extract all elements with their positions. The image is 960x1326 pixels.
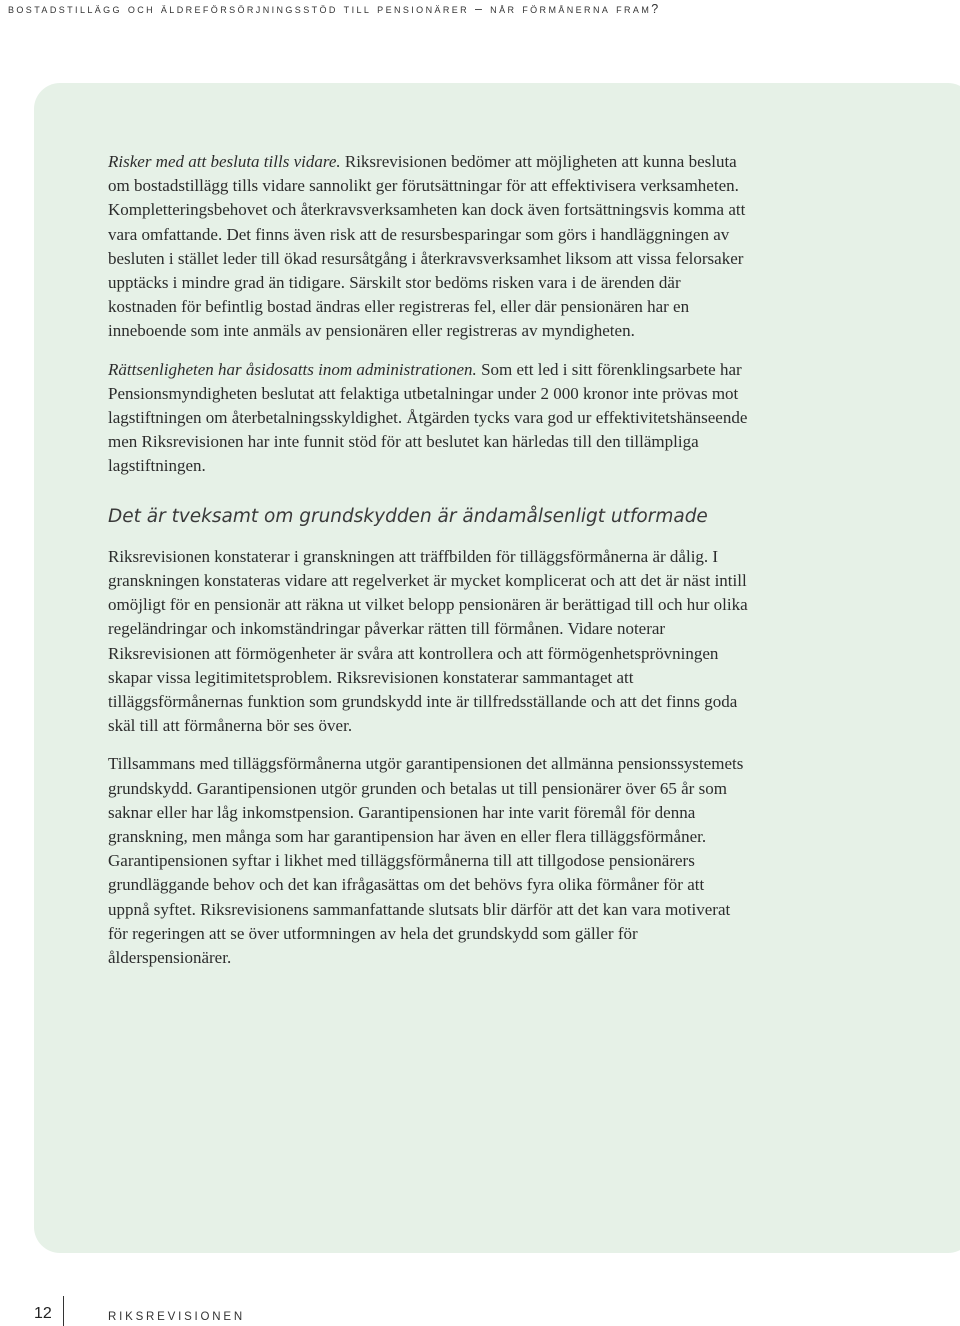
running-header: bostadstillägg och äldreförsörjningsstöd till pensionärer – når förmånerna fram? (8, 2, 661, 16)
page-content (108, 150, 748, 984)
paragraph-risks (108, 150, 748, 344)
paragraph-lead: Risker med att besluta tills vidare. (108, 152, 341, 171)
footer-divider (63, 1296, 64, 1326)
section-heading: Det är tveksamt om grundskydden är ändamålsenligt utformade (108, 505, 708, 527)
paragraph-text: Som ett led i sitt förenklingsarbete har Pensionsmyndigheten beslutat att felaktiga utbetalningar under 2 000 kronor inte prövas mot lagstiftningen om återbetalningsskyldighet. Åtgärden tycks vara god ur effektivitetshänseende men Riksrevisionen har inte funnit stöd för att beslutet kan härledas till den tillämpliga lagstiftningen. (108, 359, 748, 476)
page-number: 12 (34, 1305, 52, 1322)
paragraph-text: Riksrevisionen bedömer att möjligheten att kunna besluta om bostadstillägg tills vidare sannolikt ger förutsättningar för att effektivisera verksamheten. Kompletteringsbehovet och återkravsverksamheten kan dock även fortsättningsvis komma att vara omfattande. Det finns även risk att de resursbesparingar som görs i handläggningen av besluten i stället leder till ökad resursåtgång i återkravsverksamhet liksom att vissa felorsaker upptäcks i mindre grad än tidigare. Särskilt stor bedöms risken vara i de ärenden där kostnaden för befintlig bostad ändras eller registreras fel, eller där pensionären har en inneboende som inte anmäls av pensionären eller registreras av myndigheten. (108, 152, 746, 341)
footer-organization: RIKSREVISIONEN (108, 1311, 245, 1323)
paragraph-legality (108, 358, 748, 479)
paragraph-guarantee-pension: Tillsammans med tilläggsförmånerna utgör garantipensionen det allmänna pensionssystemets grundskydd. Garantipensionen utgör grunden och betalas ut till pensionärer över 65 år som saknar eller har låg inkomstpension. Garantipensionen har inte varit föremål för denna granskning, men många som har garantipension har även en eller flera tilläggsförmåner. Garantipensionen syftar i likhet med tilläggsförmånerna till att tillgodose pensionärers grundläggande behov och det kan ifrågasättas om det behövs fyra olika förmåner för att uppnå syftet. Riksrevisionens sammanfattande slutsats blir därför att det kan vara motiverat för regeringen att se över utformningen av hela det grundskydd som gäller för ålderspensionärer. (108, 754, 744, 968)
paragraph-hit-rate: Riksrevisionen konstaterar i granskningen att träffbilden för tilläggsförmånerna är dålig. I granskningen konstateras vidare att regelverket är mycket komplicerat och att det är näst intill omöjligt för en pensionär att räkna ut vilket belopp pensionären är berättigad till och hur olika regeländringar och inkomständringar påverkar rätten till förmånen. Vidare noterar Riksrevisionen att förmögenheter är svåra att kontrollera och att förmögenhetsprövningen skapar vissa legitimitetsproblem. Riksrevisionen konstaterar sammantaget att tilläggsförmånernas funktion som grundskydd inte är tillfredsställande och att det finns goda skäl till att förmånerna bör ses över. (108, 546, 748, 736)
paragraph-lead: Rättsenligheten har åsidosatts inom administrationen. (108, 359, 477, 379)
